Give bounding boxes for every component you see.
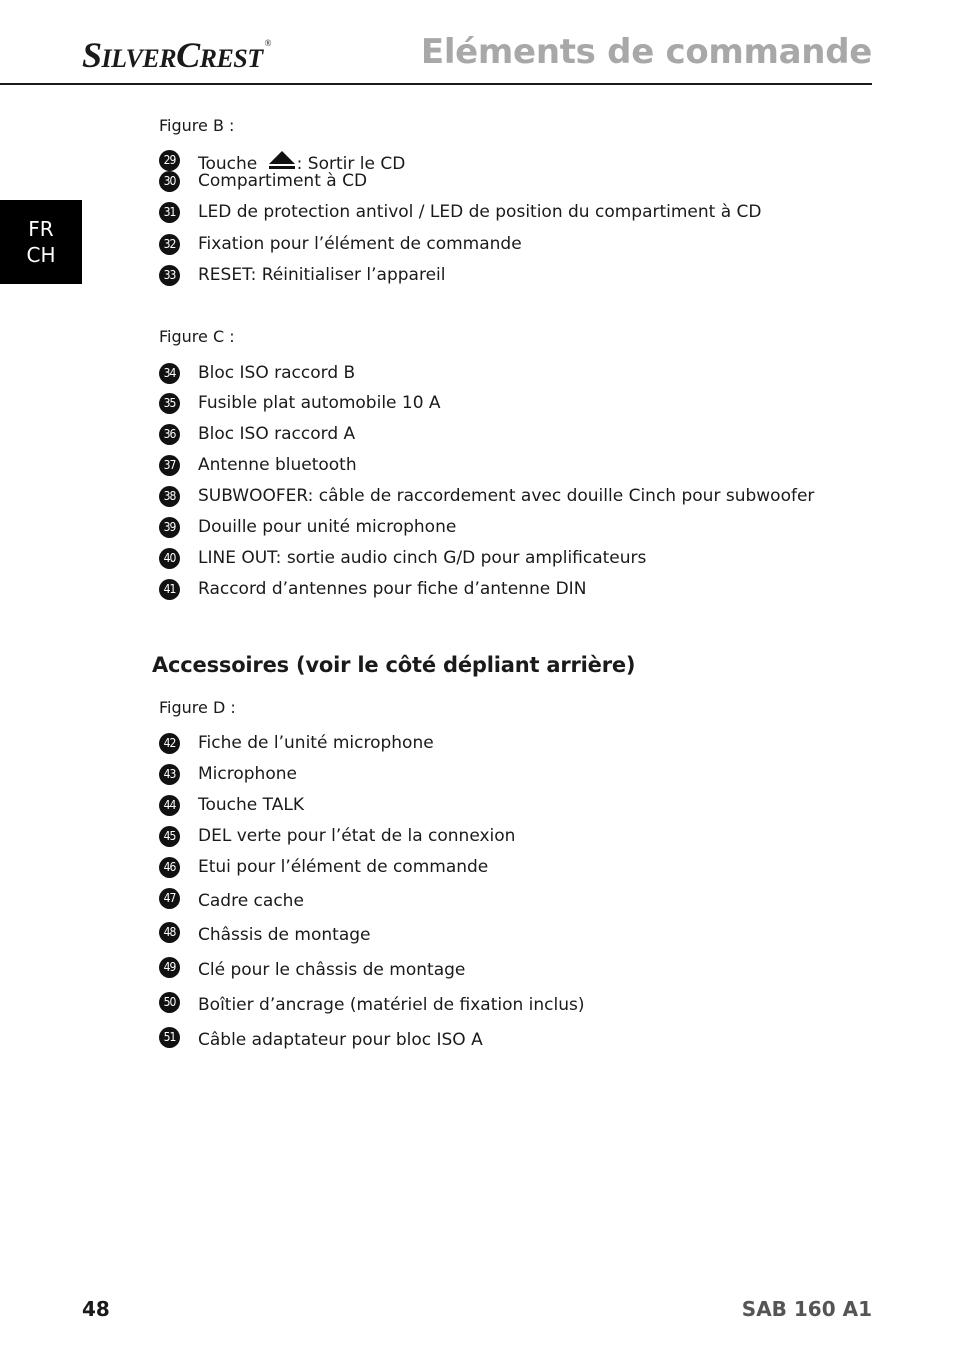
language-code-ch: CH — [26, 243, 56, 267]
section-heading: Accessoires (voir le côté dépliant arrière) — [152, 653, 636, 677]
model-number: SAB 160 A1 — [741, 1297, 872, 1321]
list-item — [159, 546, 647, 570]
item-text: Antenne bluetooth — [198, 455, 357, 475]
item-number-badge: 46 — [159, 857, 180, 878]
item-number-badge: 30 — [159, 171, 180, 192]
item-number-badge: 33 — [159, 265, 180, 286]
list-item — [159, 1025, 483, 1050]
list-item — [159, 169, 368, 193]
item-text: Fixation pour l’élément de commande — [198, 234, 522, 254]
figure-d-caption: Figure D : — [159, 698, 236, 717]
item-number-badge: 40 — [159, 548, 180, 569]
list-item — [159, 990, 585, 1015]
item-number-badge: 39 — [159, 517, 180, 538]
page-number: 48 — [82, 1297, 110, 1321]
list-item — [159, 793, 304, 817]
item-number-badge: 38 — [159, 486, 180, 507]
item-text: DEL verte pour l’état de la connexion — [198, 826, 516, 846]
item-number-badge: 42 — [159, 733, 180, 754]
list-item — [159, 484, 815, 508]
item-text: Câble adaptateur pour bloc ISO A — [198, 1030, 483, 1050]
header-divider — [0, 83, 872, 85]
item-text: Bloc ISO raccord A — [198, 424, 356, 444]
item-text: Touche TALK — [198, 795, 304, 815]
list-item — [159, 515, 457, 539]
item-number-badge: 31 — [159, 202, 180, 223]
item-text: Raccord d’antennes pour fiche d’antenne DIN — [198, 579, 587, 599]
item-number-badge: 47 — [159, 888, 180, 909]
item-text: LED de protection antivol / LED de position du compartiment à CD — [198, 202, 762, 222]
list-item — [159, 855, 489, 879]
item-number-badge: 37 — [159, 455, 180, 476]
item-number-badge: 50 — [159, 992, 180, 1013]
item-text: : Sortir le CD — [296, 154, 406, 174]
item-text: RESET: Réinitialiser l’appareil — [198, 265, 446, 285]
item-number-badge: 51 — [159, 1027, 180, 1048]
figure-c-caption: Figure C : — [159, 327, 235, 346]
item-text: Fiche de l’unité microphone — [198, 733, 434, 753]
list-item — [159, 955, 466, 980]
item-text: Microphone — [198, 764, 297, 784]
item-number-badge: 49 — [159, 957, 180, 978]
item-text: SUBWOOFER: câble de raccordement avec douille Cinch pour subwoofer — [198, 486, 815, 506]
list-item — [159, 361, 356, 385]
page-title: Eléments de commande — [420, 32, 872, 72]
eject-icon — [268, 150, 296, 170]
brand-logo: SILVERCREST® — [82, 35, 271, 75]
language-tab — [0, 200, 82, 284]
list-item — [159, 577, 587, 601]
list-item — [159, 920, 371, 945]
item-number-badge: 29 — [159, 150, 180, 171]
list-item — [159, 232, 522, 256]
item-number-badge: 43 — [159, 764, 180, 785]
list-item — [159, 886, 304, 911]
item-number-badge: 32 — [159, 234, 180, 255]
item-text: Compartiment à CD — [198, 171, 368, 191]
language-code-fr: FR — [28, 217, 54, 241]
item-number-badge: 36 — [159, 424, 180, 445]
item-number-badge: 44 — [159, 795, 180, 816]
item-number-badge: 35 — [159, 393, 180, 414]
item-text: Bloc ISO raccord B — [198, 363, 356, 383]
item-number-badge: 41 — [159, 579, 180, 600]
list-item — [159, 453, 357, 477]
item-text: LINE OUT: sortie audio cinch G/D pour amplificateurs — [198, 548, 647, 568]
list-item — [159, 731, 434, 755]
item-text: Châssis de montage — [198, 925, 371, 945]
item-number-badge: 45 — [159, 826, 180, 847]
item-text: Cadre cache — [198, 891, 304, 911]
list-item — [159, 824, 516, 848]
item-text: Fusible plat automobile 10 A — [198, 393, 441, 413]
list-item — [159, 762, 297, 786]
item-text: Etui pour l’élément de commande — [198, 857, 489, 877]
list-item — [159, 200, 762, 224]
item-text: Boîtier d’ancrage (matériel de fixation inclus) — [198, 995, 585, 1015]
list-item — [159, 263, 446, 287]
item-number-badge: 48 — [159, 922, 180, 943]
list-item — [159, 391, 441, 415]
figure-b-caption: Figure B : — [159, 116, 235, 135]
item-text: Touche — [198, 154, 263, 174]
item-text: Clé pour le châssis de montage — [198, 960, 466, 980]
item-number-badge: 34 — [159, 363, 180, 384]
item-text: Douille pour unité microphone — [198, 517, 457, 537]
list-item — [159, 422, 356, 446]
